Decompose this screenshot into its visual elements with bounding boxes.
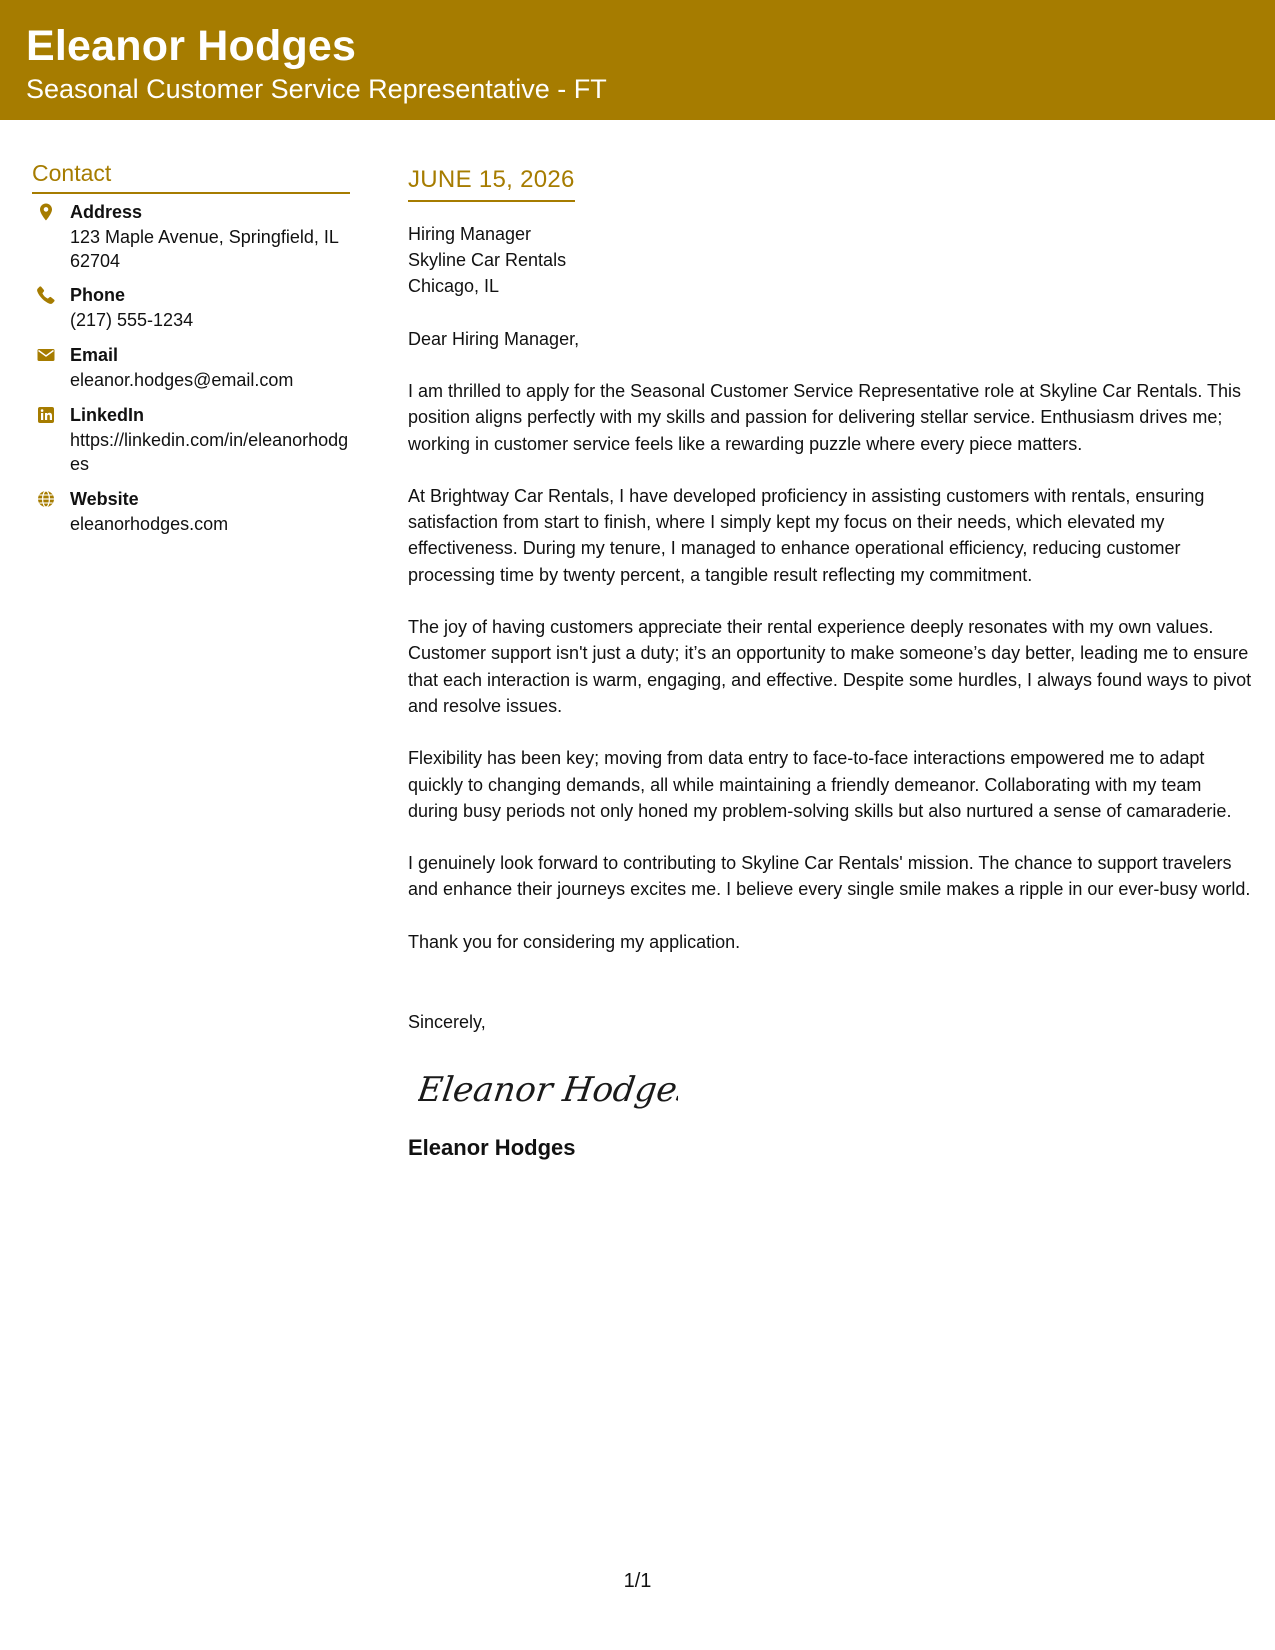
phone-icon bbox=[36, 285, 56, 305]
signer-name: Eleanor Hodges bbox=[408, 1135, 576, 1161]
page-number: 1/1 bbox=[623, 1570, 652, 1592]
contact-section-title: Contact bbox=[32, 160, 350, 194]
svg-text:Eleanor Hodges: Eleanor Hodges bbox=[418, 1070, 678, 1111]
letter-paragraph: I genuinely look forward to contributing to Skyline Car Rentals' mission. The chance to support travelers and enhance their journeys excites me. I believe every single smile makes a ripple in our ever-busy world. bbox=[408, 853, 1251, 900]
email-value: eleanor.hodges@email.com bbox=[70, 370, 294, 390]
recipient-line: Hiring Manager bbox=[408, 224, 532, 244]
letter-paragraph: At Brightway Car Rentals, I have developed proficiency in assisting customers with rentals, ensuring satisfaction from start to finish, where I simply kept my focus on their needs, which elevated my effectiveness. During my tenure, I managed to enhance operational efficiency, reducing customer processing time by twenty percent, a tangible result reflecting my commitment. bbox=[408, 485, 1205, 585]
letter-date: JUNE 15, 2026 bbox=[408, 166, 575, 202]
letter-paragraph: The joy of having customers appreciate their rental experience deeply resonates with my own values. Customer support isn't just a duty; it’s an opportunity to make someone’s day better, leading me to ensure that each interaction is warm, engaging, and effective. Despite some hurdles, I always found ways to pivot and resolve issues. bbox=[408, 617, 1252, 716]
linkedin-icon bbox=[36, 405, 56, 425]
phone-label: Phone bbox=[70, 285, 126, 305]
envelope-icon bbox=[36, 345, 56, 365]
map-pin-icon bbox=[36, 202, 56, 222]
linkedin-label: LinkedIn bbox=[70, 405, 145, 425]
phone-value: (217) 555-1234 bbox=[70, 310, 194, 330]
letter-paragraph: Flexibility has been key; moving from data entry to face-to-face interactions empowered me to adapt quickly to changing demands, all while maintaining a friendly demeanor. Collaborating with my team during busy periods not only honed my problem-solving skills but also nurtured a sense of camaraderie. bbox=[408, 748, 1232, 821]
closing: Sincerely, bbox=[408, 1012, 486, 1033]
applicant-name: Eleanor Hodges bbox=[26, 22, 357, 70]
job-title: Seasonal Customer Service Representative - FT bbox=[26, 74, 607, 104]
letter-paragraph: I am thrilled to apply for the Seasonal Customer Service Representative role at Skyline Car Rentals. This position aligns perfectly with my skills and passion for delivering stellar service. Enthusiasm drives me; working in customer service feels like a rewarding puzzle where every piece matters. bbox=[408, 381, 1242, 454]
header-banner bbox=[0, 0, 1275, 120]
salutation: Dear Hiring Manager, bbox=[408, 329, 580, 349]
website-value[interactable]: eleanorhodges.com bbox=[70, 514, 229, 534]
letter-paragraph: Thank you for considering my application. bbox=[408, 931, 741, 952]
recipient-line: Chicago, IL bbox=[408, 276, 500, 296]
contact-sidebar bbox=[32, 160, 352, 534]
handwritten-signature bbox=[418, 1059, 678, 1119]
address-value: 123 Maple Avenue, Springfield, IL 62704 bbox=[70, 227, 339, 271]
linkedin-value[interactable]: https://linkedin.com/in/eleanorhodges bbox=[70, 430, 349, 474]
recipient-line: Skyline Car Rentals bbox=[408, 250, 567, 270]
recipient-block bbox=[408, 221, 1253, 299]
website-label: Website bbox=[70, 489, 139, 509]
email-label: Email bbox=[70, 345, 119, 365]
globe-icon bbox=[36, 489, 56, 509]
address-label: Address bbox=[70, 202, 143, 222]
letter-body bbox=[408, 166, 1253, 1161]
